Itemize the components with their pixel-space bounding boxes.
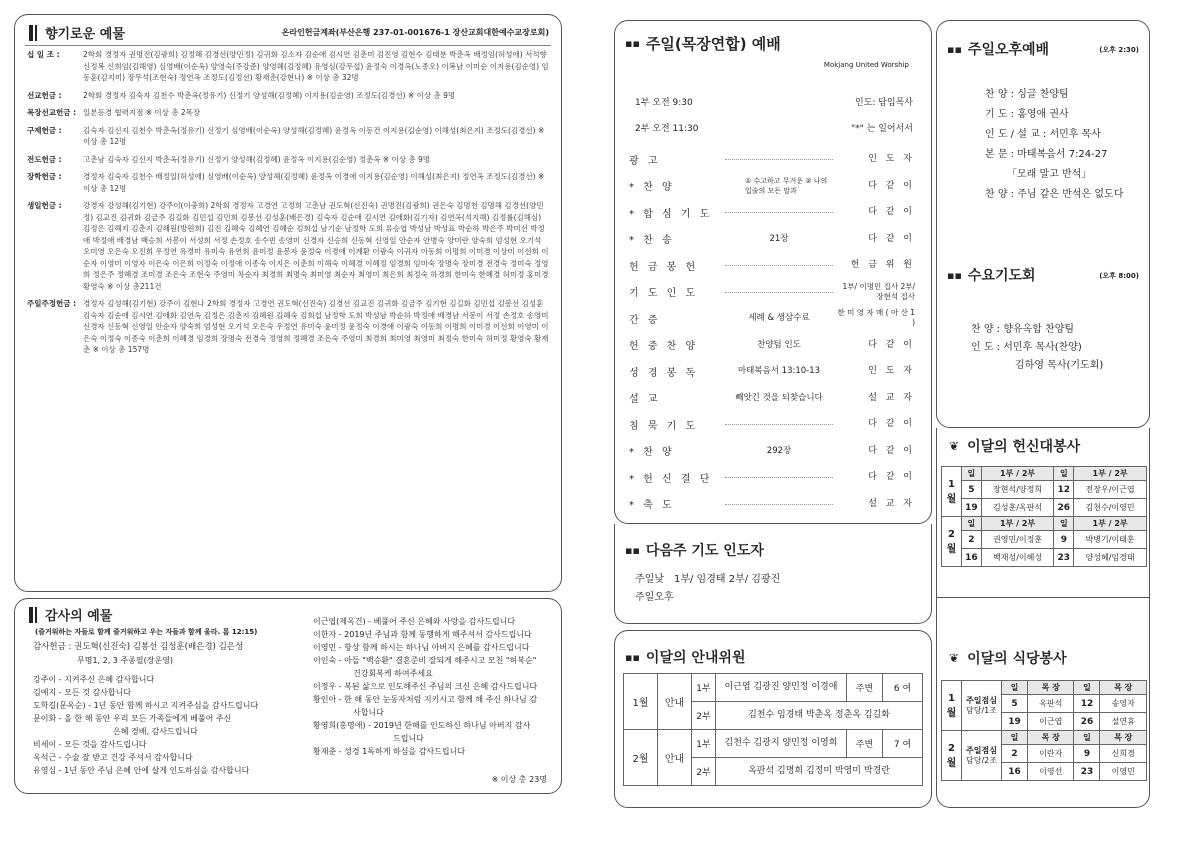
kitchen-header: 목 장 [1100, 731, 1147, 745]
thanks-right-list [313, 615, 553, 758]
service-detail: ① 수고하고 무거운 ② 나의 입술의 모든 말과 [745, 176, 828, 195]
offering-group [27, 200, 549, 292]
dedication-cell: 장현석/양정희 [981, 481, 1054, 499]
kitchen-header: 일 [1074, 731, 1100, 745]
service-detail: 세례 & 생삼수료 [748, 313, 810, 323]
dedication-header: 일 [1054, 517, 1074, 531]
service-dots [725, 265, 833, 266]
thanks-line: 비세이 - 모든 것을 감사드립니다 [33, 740, 147, 749]
service-label: * 합 심 기 도 [629, 208, 713, 220]
thanks-total: ※ 이상 총 23명 [491, 775, 547, 784]
offering-group-label: 생일헌금 : [27, 201, 62, 210]
order-of-service [615, 141, 931, 521]
leaf-icon: ❦ [949, 651, 960, 665]
next-week-panel [614, 524, 932, 624]
thanks-line: 강주이 - 지켜주신 은혜 감사합니다 [33, 675, 155, 684]
service-person: 인 도 자 [868, 366, 915, 376]
wednesday-line: 김하영 목사(기도회) [1015, 360, 1104, 371]
thanks-line: 이근엽(제옥건) - 베풀어 주신 은혜와 사랑을 감사드립니다 [313, 617, 516, 626]
thanks-line: 유영심 - 1년 동안 주님 은혜 안에 살게 인도하심을 감사합니다 [33, 766, 250, 775]
thanks-line: 황재춘 - 성경 1독하게 하심을 감사드립니다 [313, 747, 466, 756]
afternoon-details [985, 85, 1123, 205]
thanks-line: 감사헌금 : 권도혁(신진숙) 김봉선 김성훈(배은경) 김은성 [33, 642, 244, 652]
ushers-part2-names: 김천수 임경태 박춘옥 정춘옥 김길화 [716, 702, 923, 730]
wednesday-title: 수요기도회 [967, 268, 1036, 284]
kitchen-cell: 5 [1002, 695, 1028, 713]
offering-group-label: 십 일 조 : [27, 50, 60, 59]
next-week-label-day: 주일낮 [635, 574, 664, 585]
service-row [629, 176, 915, 196]
kitchen-panel [936, 598, 1150, 808]
dedication-cell: 12 [1054, 481, 1074, 499]
bullet-icon: ▪▪ [625, 37, 640, 50]
kitchen-cell: 12 [1074, 695, 1100, 713]
wednesday-details [971, 321, 1103, 375]
ushers-role: 안내 [658, 674, 692, 730]
section-bar-icon [35, 25, 37, 41]
sunday-leader: 인도: 담임목사 [854, 98, 913, 108]
dedication-header: 일 [962, 467, 982, 481]
offering-group-label: 선교헌금 : [27, 90, 62, 100]
service-dots [725, 212, 833, 213]
ushers-duration-label: 주변 [847, 674, 883, 702]
service-detail: 21장 [769, 233, 789, 244]
thanks-title: 감사의 예물 [45, 609, 113, 624]
ushers-month: 1월 [624, 674, 658, 730]
service-row [629, 414, 915, 434]
service-label: * 찬 양 [629, 447, 675, 458]
service-row [629, 282, 915, 302]
service-label: * 찬 양 [629, 182, 675, 193]
offering-account: 온라인헌금계좌(부산은행 237-01-001676-1 장산교회대한예수교장로회) [281, 28, 549, 37]
ushers-part-label: 2부 [692, 702, 716, 730]
kitchen-group-name: 주일점심 [966, 745, 997, 755]
service-row [629, 388, 915, 408]
service-label: 헌 중 찬 양 [629, 341, 699, 352]
bullet-icon: ▪▪ [625, 543, 640, 557]
service-detail: 빼앗긴 것을 되찾습니다 [735, 392, 823, 403]
dedication-header: 일 [962, 517, 982, 531]
dedication-table [941, 466, 1147, 567]
ushers-table [623, 673, 923, 786]
offering-groups [27, 49, 549, 585]
afternoon-line: 「모래 말고 반석」 [1007, 169, 1092, 180]
afternoon-line: 찬 양 : 싱글 찬양팀 [985, 89, 1069, 100]
kitchen-cell: 16 [1002, 763, 1028, 781]
offering-group [27, 125, 549, 148]
service-dots [725, 159, 833, 160]
service-person: 다 같 이 [868, 445, 915, 456]
kitchen-group [962, 731, 1002, 781]
dedication-cell: 전장우/이근엽 [1074, 481, 1147, 499]
dedication-header: 1부 / 2부 [981, 467, 1054, 481]
kitchen-month [942, 681, 962, 731]
dedication-header: 일 [1054, 467, 1074, 481]
ushers-part-label: 2부 [692, 758, 716, 786]
dedication-cell: 백재성/이혜성 [981, 549, 1054, 567]
sunday-worship-panel [614, 20, 932, 524]
section-bar-icon [35, 607, 37, 623]
thanks-line: 황영희(홍명애) - 2019년 한해를 인도하신 하나님 아버지 감사 [313, 721, 531, 730]
service-label: 기 도 인 도 [629, 288, 699, 299]
dedication-row [942, 531, 1147, 549]
service-row [629, 202, 915, 222]
thanks-line: 도학길(문옥순) - 1년 동안 함께 하시고 지켜주심을 감사드립니다 [33, 701, 259, 710]
offering-group-names: 일본등경 협력지점 ※ 이상 총 2목장 [83, 108, 201, 117]
wednesday-line: 인 도 : 서민후 목사(찬양) [971, 342, 1082, 353]
offering-group [27, 90, 549, 102]
thanks-line: 사합니다 [353, 708, 384, 717]
kitchen-table [941, 680, 1147, 781]
service-dots [725, 292, 833, 293]
service-row [629, 149, 915, 169]
kitchen-cell: 2 [1002, 745, 1028, 763]
dedication-cell: 양성혜/임경태 [1074, 549, 1147, 567]
ushers-month: 2월 [624, 730, 658, 786]
kitchen-month [942, 731, 962, 781]
thanks-line: 드립니다 [393, 734, 424, 743]
service-label: 성 경 봉 독 [629, 367, 699, 379]
service-label: * 찬 송 [629, 235, 675, 246]
dedication-cell: 2 [962, 531, 982, 549]
offering-group-names: 경정자 김숙자 김천수 배정일(허성애) 심영배(이순옥) 양성해(김정혜) 윤정옥 이경애 이지용(김순영) 이해성(최은지) 정연옥 조정도(김경선) ※ 이상 총 12명 [83, 172, 545, 193]
kitchen-cell: 23 [1074, 763, 1100, 781]
afternoon-line: 본 문 : 마태복음서 7:24-27 [985, 149, 1108, 160]
ushers-part1-names: 이근엽 김광진 양민정 이경애 [716, 674, 847, 702]
dedication-month: 1 월 [942, 467, 962, 517]
section-bar-icon [29, 25, 33, 41]
offering-group [27, 154, 549, 166]
wednesday-time: (오후 8:00) [1099, 272, 1139, 280]
kitchen-group-sub: 담당/1조 [966, 705, 997, 715]
thanks-line: 김예지 - 모든 것 감사합니다 [33, 688, 132, 697]
dedication-cell: 5 [962, 481, 982, 499]
dedication-cell: 16 [962, 549, 982, 567]
sunday-subtitle: Mokjang United Worship [823, 61, 909, 69]
service-label: * 축 도 [629, 500, 675, 511]
kitchen-month-label: 2 월 [946, 742, 957, 769]
kitchen-header: 일 [1002, 731, 1028, 745]
stand-note: "*" 는 일어서서 [851, 124, 913, 134]
service-person: 다 같 이 [868, 419, 915, 429]
offering-group-names: 고춘남 김숙자 김신지 박춘옥(정유기) 신정기 양성해(김정혜) 윤정옥 이지용(김순영) 정춘옥 ※ 이상 총 9명 [83, 154, 431, 164]
offering-group-label: 주일주정헌금 : [27, 299, 77, 308]
offering-group-names: 강경자 강성해(김기현) 강주이(이충희) 2학회 경정자 고경연 고정희 고춘남 권도혁(신진숙) 권명진(김광희) 권은숙 김명천 김명해 김경선(양민정) 김교진 김귀화 김금주 김길화 김민섭 김민희 김봉선 김성훈(배은경) 김숙자 김순애 김시연 김애화(김기자) 김연옥(석지해) 김정률(김해심) 김정은 김해지 김춘지 김혜원(방원희) 김진 김혜숙 김혜연 김혜순 김희섭 남기순 남정학 도희 류승엽 박성남 박성표 박순하 박은주 박미선 박정애 박정애 배경남 백승희 서봉이 서성희 서정 손정호 송수빈 송영미 신경자 신승희 신동혁 신영일 안순자 안병숙 양미란 양숙희 엄성현 오기석 오미영 오은숙 오진희 우정연 유경미 유미숙 유연희 윤미정 윤봉자 윤정숙 이경애 이계환 이광숙 이귀자 이동희 이명희 이미경 이상미 이선희 이순자 이영미 이영자 이은숙 이은희 이정숙 이정애 이종숙 이지은 이춘희 이해숙 이혜경 이혜정 임경희 임미숙 장명숙 장미경 전경숙 정미숙 정영희 정은주 정혜경 조미경 조은숙 조현숙 주영미 차순자 최경희 최명숙 최미영 최순자 최영미 최은희 최정숙 하경희 한미숙 한혜경 허미정 홍미경 황영숙 ※ 이상 총211건 [83, 201, 549, 291]
sunday-time2: 2부 오전 11:30 [635, 124, 699, 134]
kitchen-header: 목 장 [1028, 681, 1074, 695]
dedication-cell: 23 [1054, 549, 1074, 567]
afternoon-line: 찬 양 : 주님 같은 반석은 없도다 [985, 189, 1124, 200]
offering-panel [14, 14, 562, 592]
service-person: 인 도 자 [868, 154, 915, 164]
thanks-line: 이정우 - 복된 삶으로 인도해주신 주님의 크신 은혜 감사드립니다 [313, 682, 538, 691]
service-label: 광 고 [629, 155, 661, 167]
dedication-month: 2 월 [942, 517, 962, 567]
dedication-row [942, 499, 1147, 517]
sunday-time1: 1부 오전 9:30 [635, 98, 693, 108]
dedication-header: 1부 / 2부 [1074, 517, 1147, 531]
kitchen-header: 목 장 [1100, 681, 1147, 695]
service-person: 다 같 이 [868, 207, 915, 217]
kitchen-group [962, 681, 1002, 731]
ushers-part-label: 1부 [692, 674, 716, 702]
kitchen-cell: 설연휴 [1100, 713, 1147, 731]
ushers-part1-names: 김천수 김광지 양민정 이영희 [716, 730, 847, 758]
offering-group-label: 목장선교헌금 : [27, 108, 77, 117]
kitchen-cell: 19 [1002, 713, 1028, 731]
service-dots [725, 424, 833, 425]
section-bar-icon [29, 607, 33, 623]
thanks-left-list [33, 641, 303, 777]
service-label: * 헌 신 결 단 [629, 473, 713, 485]
dedication-cell: 김천수/이영민 [1074, 499, 1147, 517]
dedication-cell: 19 [962, 499, 982, 517]
leaf-icon: ❦ [949, 439, 960, 453]
service-detail: 찬양팀 인도 [757, 339, 801, 350]
thanks-line: 이영민 - 항상 함께 하시는 하나님 아버지 은혜를 감사드립니다 [313, 643, 530, 652]
ushers-part2-names: 옥판석 김명희 김정미 박영미 박경란 [716, 758, 923, 786]
thanks-line: 무명1, 2, 3 주종필(장운영) [77, 656, 174, 665]
thanks-line: 은혜 경배, 감사드립니다 [113, 727, 198, 736]
service-row [629, 441, 915, 461]
thanks-line: 이인숙 - 아들 "백승환" 결혼준비 잘되게 해주시고 모친 "허복순" [313, 656, 537, 665]
dedication-cell: 26 [1054, 499, 1074, 517]
service-row [629, 467, 915, 487]
offering-group-label: 전도헌금 : [27, 154, 62, 164]
dedication-header-row [942, 467, 1147, 481]
dedication-header: 1부 / 2부 [1074, 467, 1147, 481]
service-person: 1부/ 이명민 집사 2부/ 장현석 집사 [842, 281, 915, 301]
ushers-duration: 6 여 [883, 674, 923, 702]
kitchen-title: 이달의 식당봉사 [967, 651, 1067, 667]
kitchen-cell: 26 [1074, 713, 1100, 731]
kitchen-header: 목 장 [1028, 731, 1074, 745]
offering-group-names: 2학회 경정자 권명진(김광희) 김정혜 김경선(양민정) 김귀화 김소자 김순애 김시연 김춘미 김진영 김현수 김태분 박춘옥 배정임(허성애) 서석향 신정복 신희임(김해영) 심영배(이순옥) 양영숙(주강준) 양영혜(김정혜) 유영심(강무섭) 윤정숙 이경옥(노종오) 이복남 이미순 이지용(김순영) 임동훈(김지미) 장무석(조현숙) 정연옥 조정도(김정선) 황재춘(강현나) ※ 이상 총 32명 [83, 50, 549, 82]
ushers-title: 이달의 안내위원 [645, 650, 746, 666]
dedication-cell: 9 [1054, 531, 1074, 549]
offering-group-label: 장학헌금 : [27, 172, 62, 181]
service-row [629, 229, 915, 249]
service-person: 설 교 자 [868, 498, 915, 509]
service-detail: 292장 [766, 445, 792, 456]
kitchen-header: 일 [1074, 681, 1100, 695]
service-row [629, 494, 915, 514]
ushers-row [624, 730, 923, 758]
offering-group-names: 2학회 경정자 김숙자 김천수 박춘옥(정유기) 신정기 양성해(김정혜) 이지용(김순영) 조정도(김경선) ※ 이상 총 9명 [83, 90, 456, 100]
thanks-line: 황인아 - 한 해 동안 눈동자처럼 지키시고 함께 해 주신 하나님 감 [313, 695, 538, 704]
kitchen-cell: 옥판석 [1028, 695, 1074, 713]
service-label: 간 증 [629, 314, 661, 326]
thanks-line: 문이화 - 올 한 해 동안 우리 모든 가족들에게 베풀어 주신 [33, 714, 232, 723]
service-person: 한 미 영 자 매 ( 아 산 1 ) [837, 308, 915, 327]
wednesday-line: 찬 양 : 향유옥합 찬양팀 [971, 324, 1075, 335]
dedication-panel [936, 428, 1150, 598]
dedication-row [942, 549, 1147, 567]
service-person: 헌 금 위 원 [850, 260, 915, 270]
thanks-subtitle: (즐거워하는 자들로 함께 즐거워하고 우는 자들과 함께 울라. 롬 12:15) [35, 628, 258, 636]
service-person: 다 같 이 [868, 233, 915, 244]
ushers-duration: 7 여 [883, 730, 923, 758]
offering-group [27, 49, 549, 84]
next-week-label-afternoon: 주일오후 [635, 592, 674, 603]
dedication-title: 이달의 헌신대봉사 [967, 439, 1081, 455]
kitchen-cell: 9 [1074, 745, 1100, 763]
thanks-panel [14, 598, 562, 794]
next-week-value-day: 1부/ 임경태 2부/ 김광진 [673, 574, 781, 585]
offering-group [27, 298, 549, 356]
service-row [629, 255, 915, 275]
service-person: 다 같 이 [868, 472, 915, 482]
service-row [629, 361, 915, 381]
dedication-header-row [942, 517, 1147, 531]
ushers-row [624, 674, 923, 702]
kitchen-month-label: 1 월 [946, 692, 957, 719]
service-dots [725, 504, 833, 505]
ushers-duration-label: 주변 [847, 730, 883, 758]
dedication-row [942, 481, 1147, 499]
dedication-cell: 권영민/이정훈 [981, 531, 1054, 549]
ushers-panel [614, 630, 932, 808]
thanks-line: 건강회복케 하여주세요 [353, 669, 433, 678]
afternoon-title: 주일오후예배 [967, 42, 1050, 58]
service-person: 다 같 이 [868, 339, 915, 350]
thanks-line: 이한자 - 2019년 주님과 함께 동행하게 해주셔서 감사드립니다 [313, 630, 532, 639]
ushers-part-label: 1부 [692, 730, 716, 758]
kitchen-header: 일 [1002, 681, 1028, 695]
divider [25, 45, 551, 46]
thanks-line: 옥석근 - 수술 잘 받고 건강 주셔서 감사합니다 [33, 753, 193, 762]
next-week-title: 다음주 기도 인도자 [645, 543, 764, 559]
dedication-header: 1부 / 2부 [981, 517, 1054, 531]
afternoon-time: (오후 2:30) [1099, 46, 1139, 54]
offering-group-label: 구제헌금 : [27, 125, 62, 135]
kitchen-cell: 송영자 [1100, 695, 1147, 713]
offering-group [27, 171, 549, 194]
service-dots [725, 477, 833, 478]
kitchen-group-sub: 담당/2조 [966, 755, 997, 765]
offering-group [27, 107, 549, 119]
kitchen-cell: 이근엽 [1028, 713, 1074, 731]
service-label: 설 교 [629, 394, 661, 405]
service-detail: 마태복음서 13:10-13 [737, 366, 821, 376]
afternoon-line: 인 도 / 설 교 : 서민후 목사 [985, 129, 1101, 140]
sunday-title: 주일(목장연합) 예배 [645, 35, 781, 53]
dedication-cell: 김성훈/옥판석 [981, 499, 1054, 517]
offering-title: 향기로운 예물 [45, 27, 125, 42]
bullet-icon: ▪▪ [947, 268, 962, 282]
afternoon-line: 기 도 : 홍영애 권사 [985, 109, 1069, 120]
kitchen-cell: 이영민 [1100, 763, 1147, 781]
service-person: 설 교 자 [868, 392, 915, 403]
service-label: 침 묵 기 도 [629, 420, 699, 432]
offering-group-names: 김숙자 김신지 김천수 박춘옥(정유기) 신정기 심영배(이순옥) 양성해(김정혜) 윤정옥 이동건 이지용(김순영) 이해성(최은지) 조정도(김경선) ※ 이상 총 12명 [83, 125, 545, 146]
dedication-cell: 박병기/이태훈 [1074, 531, 1147, 549]
afternoon-panel [936, 20, 1150, 428]
service-row [629, 335, 915, 355]
kitchen-cell: 신희경 [1100, 745, 1147, 763]
kitchen-header-row [942, 681, 1147, 695]
bullet-icon: ▪▪ [947, 42, 962, 56]
kitchen-header-row [942, 731, 1147, 745]
service-person: 다 같 이 [868, 180, 915, 191]
ushers-role: 안내 [658, 730, 692, 786]
service-row [629, 308, 915, 328]
kitchen-cell: 이란자 [1028, 745, 1074, 763]
service-label: 헌 금 봉 헌 [629, 261, 699, 273]
kitchen-group-name: 주일점심 [966, 695, 997, 705]
kitchen-cell: 이영선 [1028, 763, 1074, 781]
bullet-icon: ▪▪ [625, 650, 640, 664]
offering-group-names: 경정자 김성해(김기현) 강주이 김현나 2학회 경정자 고경연 권도혁(신진숙) 김경선 김교진 김귀화 김금주 김기현 김길화 김민섭 김봉선 김성훈 김숙자 김순애 김시연 김애화 김연옥 김정은 김춘지 김혜원 김혜숙 김희섭 남정학 도희 박성남 박순하 박정애 배경남 서봉이 서정 손정호 송영미 신경자 신동혁 신영일 안순자 양숙희 엄성현 오기석 오은숙 우정연 유미숙 윤미정 윤정숙 이경애 이광숙 이동희 이명희 이미경 이선희 이영미 이은숙 이정숙 이종숙 이춘희 이혜경 임경희 장명숙 전경숙 정영희 정혜경 조은숙 주영미 최경희 최미영 최영미 최정숙 한미숙 허미정 황영숙 황재춘 ※ 이상 총 157명 [83, 299, 549, 354]
